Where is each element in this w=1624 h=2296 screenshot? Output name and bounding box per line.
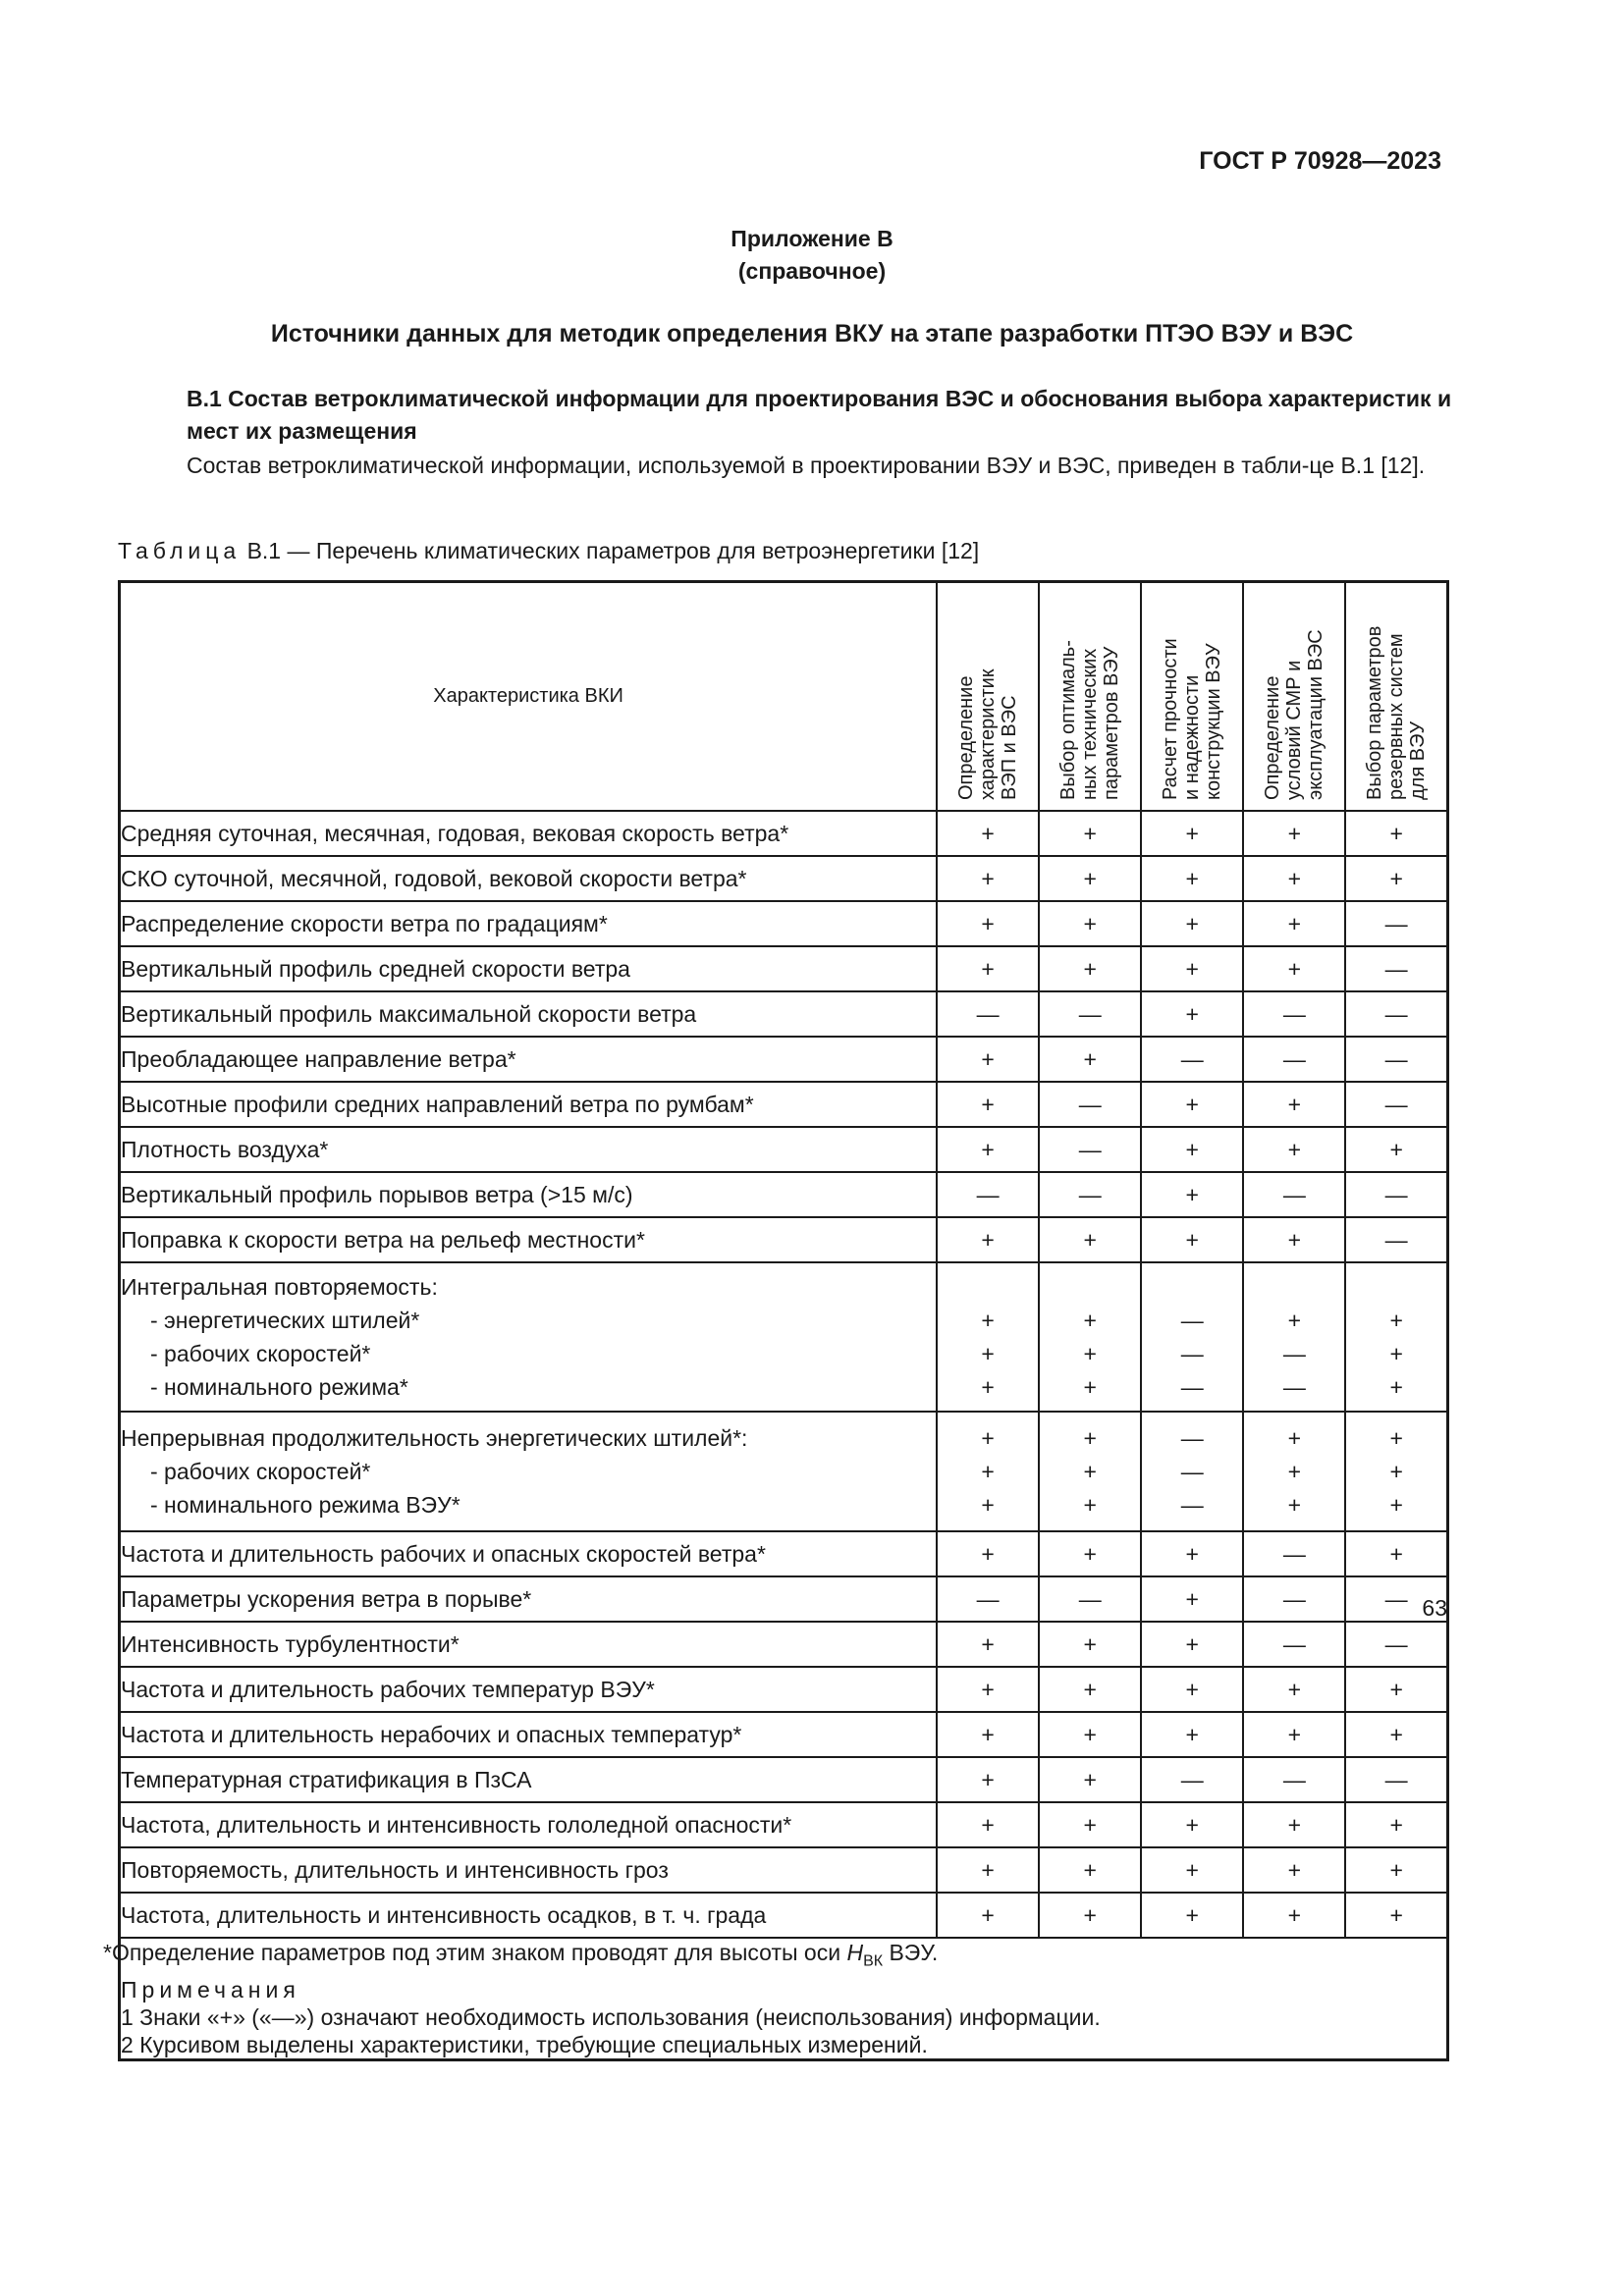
row-mark: + [1141,901,1243,946]
row-mark: + [1039,901,1141,946]
row-mark: — [1345,901,1447,946]
row-mark: + [937,1082,1039,1127]
row-mark: + [1141,1082,1243,1127]
row-mark: + [1345,1127,1447,1172]
table-footnote [103,1938,1448,2059]
appendix-title: Приложение В [731,226,893,251]
table-row [120,1802,1448,1847]
row-name: Вертикальный профиль максимальной скорости ветра [120,991,938,1037]
row-mark: — [1039,1082,1141,1127]
appendix-subtitle: (справочное) [737,258,887,284]
row-mark: — [1141,1037,1243,1082]
row-name: Параметры ускорения ветра в порыве* [120,1576,938,1622]
row-mark: + [1039,1802,1141,1847]
row-name: СКО суточной, месячной, годовой, вековой скорости ветра* [120,856,938,901]
row-name: Средняя суточная, месячная, годовая, вековая скорость ветра* [120,811,938,856]
header-col-2: Выбор оптималь- ных технических параметров ВЭУ [1039,582,1141,812]
row-name: Преобладающее направление ветра* [120,1037,938,1082]
row-mark: + [1141,946,1243,991]
row-mark: + [937,1847,1039,1893]
row-mark: + [937,1217,1039,1262]
row-mark: + [1243,856,1345,901]
climate-parameters-table [103,580,1449,2061]
row-name: Вертикальный профиль порывов ветра (>15 м/с) [120,1172,938,1217]
main-title: Источники данных для методик определения ВКУ на этапе разработки ПТЭО ВЭУ и ВЭС [270,320,1354,347]
row-mark: — [1039,1172,1141,1217]
table-row [120,946,1448,991]
table-body-part-2 [120,1531,1448,1938]
table-row [120,1127,1448,1172]
row-mark: — [1345,946,1447,991]
row-mark: — [1345,1622,1447,1667]
row-mark: — [1243,1531,1345,1576]
row-mark: — [937,1576,1039,1622]
table-row-group [120,1262,1448,1412]
row-name: Непрерывная продолжительность энергетических штилей*: - рабочих скоростей* - номинального режима ВЭУ* [120,1412,938,1531]
row-mark: — [1141,1757,1243,1802]
row-name: Интенсивность турбулентности* [120,1622,938,1667]
table-row [120,1712,1448,1757]
row-name: Температурная стратификация в ПзСА [120,1757,938,1802]
header-col-1: Определение характеристик ВЭП и ВЭС [937,582,1039,812]
table-row [120,1893,1448,1938]
row-mark: + [1141,1622,1243,1667]
row-mark: — [1243,991,1345,1037]
row-mark: — [1243,1037,1345,1082]
row-name: Частота и длительность рабочих температур ВЭУ* [120,1667,938,1712]
row-mark: + [1039,856,1141,901]
row-mark: — [1039,991,1141,1037]
row-name: Поправка к скорости ветра на рельеф местности* [120,1217,938,1262]
row-name: Частота, длительность и интенсивность осадков, в т. ч. града [120,1893,938,1938]
row-mark: + [1141,1667,1243,1712]
row-mark: + [1345,1847,1447,1893]
row-mark: + [1039,1531,1141,1576]
note-2: 2 Курсивом выделены характеристики, требующие специальных измерений. [121,2031,928,2057]
row-mark: — [1345,1037,1447,1082]
row-mark: + [1243,1847,1345,1893]
row-mark: + + + [1345,1262,1447,1412]
row-name: Вертикальный профиль средней скорости ветра [120,946,938,991]
row-mark: — [1345,1172,1447,1217]
row-mark: — [1039,1127,1141,1172]
row-mark: + + + [1345,1412,1447,1531]
row-mark: + [1345,1893,1447,1938]
row-mark: + [1345,811,1447,856]
row-mark: + [1243,1802,1345,1847]
row-mark: + [937,1037,1039,1082]
row-mark: + [1141,1127,1243,1172]
section-text: Состав ветроклиматической информации, используемой в проектировании ВЭУ и ВЭС, приведен в табли-це В.1 [12]. [187,453,1426,478]
row-mark: + [1243,946,1345,991]
row-mark: + [1039,1893,1141,1938]
row-mark: — [1345,1082,1447,1127]
row-mark: + + + [937,1412,1039,1531]
row-mark: + [1243,1217,1345,1262]
row-mark: — [1345,1576,1447,1622]
row-mark: + [1039,811,1141,856]
row-mark: — [937,991,1039,1037]
row-mark: — [1243,1576,1345,1622]
table-row [120,811,1448,856]
table-row-group [120,1412,1448,1531]
row-mark: + [937,811,1039,856]
row-mark: + + + [1039,1262,1141,1412]
header-col-5: Выбор параметров резервных систем для ВЭУ [1345,582,1447,812]
row-name: Повторяемость, длительность и интенсивность гроз [120,1847,938,1893]
header-characteristic: Характеристика ВКИ [120,582,938,812]
row-mark: — [1243,1172,1345,1217]
row-mark: + [1141,1893,1243,1938]
row-mark: + [937,1893,1039,1938]
table-row [120,1576,1448,1622]
row-mark: + [1345,1667,1447,1712]
row-name: Плотность воздуха* [120,1127,938,1172]
row-mark: — — — [1141,1262,1243,1412]
row-mark: + [1345,1802,1447,1847]
row-name: Частота и длительность нерабочих и опасных температур* [120,1712,938,1757]
row-mark: + [1141,1847,1243,1893]
row-mark: + + + [1039,1412,1141,1531]
row-mark: + [1039,1712,1141,1757]
row-mark: + [1141,991,1243,1037]
row-mark: + [1345,1712,1447,1757]
row-mark: + [1243,1127,1345,1172]
row-mark: + [1345,856,1447,901]
row-mark: — [937,1172,1039,1217]
table-group-integral [120,1262,1448,1531]
table-row [120,1847,1448,1893]
row-mark: + [1141,1531,1243,1576]
row-mark: + [937,1531,1039,1576]
table-row [120,1217,1448,1262]
row-mark: + [1243,1712,1345,1757]
row-name: Интегральная повторяемость: - энергетических штилей* - рабочих скоростей* - номинального режима* [120,1262,938,1412]
row-mark: + [1141,1712,1243,1757]
row-mark: + [1243,1893,1345,1938]
row-mark: + [1039,946,1141,991]
table-row [120,1757,1448,1802]
table-row [120,991,1448,1037]
table-row [120,1667,1448,1712]
header-col-4: Определение условий СМР и эксплуатации ВЭС [1243,582,1345,812]
row-mark: + [937,901,1039,946]
row-mark: + [1345,1531,1447,1576]
header-col-3: Расчет прочности и надежности конструкции ВЭУ [1141,582,1243,812]
row-mark: + [937,1712,1039,1757]
page-number: 63 [1422,1595,1447,1621]
table-row [120,901,1448,946]
row-mark: + + + [937,1262,1039,1412]
row-mark: + [937,856,1039,901]
table-footnote-row [120,1938,1448,2059]
row-mark: + [937,946,1039,991]
row-mark: + [937,1667,1039,1712]
table-caption-prefix: Таблица [118,538,242,563]
row-mark: + [937,1757,1039,1802]
table-caption-text: В.1 — Перечень климатических параметров для ветроэнергетики [12] [246,538,980,563]
row-mark: + [1243,1667,1345,1712]
row-mark: + [1141,1217,1243,1262]
row-mark: + [937,1802,1039,1847]
footnote-star: *Определение параметров под этим знаком проводят для высоты оси $Н_{ВК}$ ВЭУ. [103,1940,939,1970]
table-row [120,1531,1448,1576]
table-row [120,856,1448,901]
row-mark: — [1243,1622,1345,1667]
row-mark: — [1345,1217,1447,1262]
row-mark: + [1141,1576,1243,1622]
table-row [120,1037,1448,1082]
table-row [120,1082,1448,1127]
row-mark: + [1039,1622,1141,1667]
table-header-row [120,582,1448,812]
section-heading: В.1 Состав ветроклиматической информации для проектирования ВЭС и обоснования выбора характеристик и мест их размещения [187,386,1452,444]
row-mark: + [937,1127,1039,1172]
row-mark: + [1039,1847,1141,1893]
row-mark: + [1141,811,1243,856]
row-mark: + [1141,1802,1243,1847]
row-name: Частота, длительность и интенсивность гололедной опасности* [120,1802,938,1847]
row-mark: + [937,1622,1039,1667]
row-name: Высотные профили средних направлений ветра по румбам* [120,1082,938,1127]
row-mark: — — — [1141,1412,1243,1531]
row-mark: + [1039,1667,1141,1712]
row-mark: — [1345,991,1447,1037]
table-caption [118,538,979,564]
row-mark: + [1141,1172,1243,1217]
row-mark: + [1243,811,1345,856]
standard-number: ГОСТ Р 70928—2023 [1199,147,1441,175]
row-mark: + [1243,901,1345,946]
table-body-part-1 [120,811,1448,1262]
row-name: Распределение скорости ветра по градациям* [120,901,938,946]
row-mark: — [1345,1757,1447,1802]
notes-title: Примечания [121,1976,300,2002]
row-mark: + [1243,1082,1345,1127]
note-1: 1 Знаки «+» («—») означают необходимость использования (неиспользования) информации. [121,2003,1101,2030]
table-row [120,1172,1448,1217]
table-row [120,1622,1448,1667]
row-mark: + [1039,1757,1141,1802]
row-mark: — [1039,1576,1141,1622]
row-mark: + [1039,1217,1141,1262]
row-mark: — [1243,1757,1345,1802]
row-mark: + [1141,856,1243,901]
row-mark: + [1039,1037,1141,1082]
row-mark: + + + [1243,1412,1345,1531]
row-mark: + — — [1243,1262,1345,1412]
row-name: Частота и длительность рабочих и опасных скоростей ветра* [120,1531,938,1576]
